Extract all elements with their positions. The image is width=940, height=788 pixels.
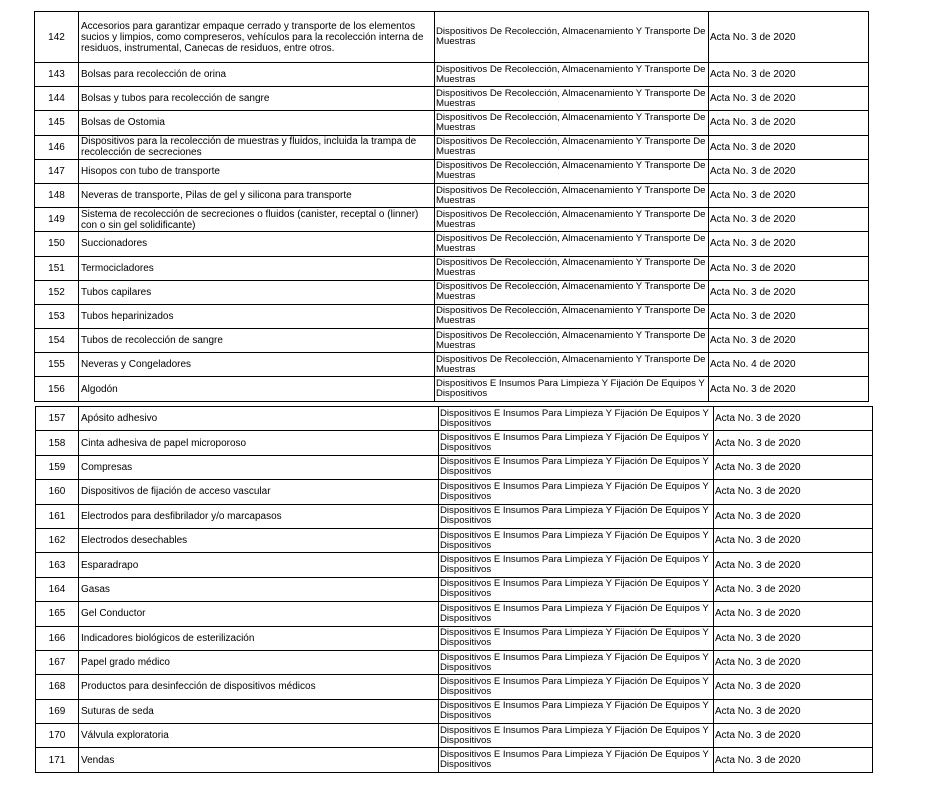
item-category: Dispositivos E Insumos Para Limpieza Y Fijación De Equipos Y Dispositivos xyxy=(439,431,714,455)
table-body xyxy=(35,12,869,402)
item-category: Dispositivos De Recolección, Almacenamiento Y Transporte De Muestras xyxy=(435,280,709,304)
item-description: Bolsas para recolección de orina xyxy=(79,63,435,87)
table-row xyxy=(35,304,869,328)
table-body xyxy=(36,407,873,773)
item-category: Dispositivos De Recolección, Almacenamiento Y Transporte De Muestras xyxy=(435,232,709,256)
item-description: Esparadrapo xyxy=(79,553,439,577)
acta-reference: Acta No. 3 de 2020 xyxy=(709,280,869,304)
acta-reference: Acta No. 3 de 2020 xyxy=(709,111,869,135)
acta-reference: Acta No. 3 de 2020 xyxy=(714,407,873,431)
acta-reference: Acta No. 3 de 2020 xyxy=(709,12,869,63)
item-category: Dispositivos De Recolección, Almacenamiento Y Transporte De Muestras xyxy=(435,329,709,353)
item-description: Compresas xyxy=(79,455,439,479)
acta-reference: Acta No. 3 de 2020 xyxy=(714,724,873,748)
table-row xyxy=(36,455,873,479)
row-number: 169 xyxy=(36,699,79,723)
table-row xyxy=(35,12,869,63)
item-category: Dispositivos E Insumos Para Limpieza Y Fijación De Equipos Y Dispositivos xyxy=(439,724,714,748)
acta-reference: Acta No. 3 de 2020 xyxy=(709,232,869,256)
device-table-upper xyxy=(34,11,869,402)
table-row xyxy=(35,63,869,87)
item-category: Dispositivos E Insumos Para Limpieza Y Fijación De Equipos Y Dispositivos xyxy=(439,602,714,626)
row-number: 154 xyxy=(35,329,79,353)
item-description: Electrodos desechables xyxy=(79,528,439,552)
acta-reference: Acta No. 3 de 2020 xyxy=(709,208,869,232)
item-category: Dispositivos De Recolección, Almacenamiento Y Transporte De Muestras xyxy=(435,183,709,207)
acta-reference: Acta No. 3 de 2020 xyxy=(714,626,873,650)
table-row xyxy=(36,480,873,504)
item-category: Dispositivos De Recolección, Almacenamiento Y Transporte De Muestras xyxy=(435,111,709,135)
item-category: Dispositivos E Insumos Para Limpieza Y Fijación De Equipos Y Dispositivos xyxy=(435,377,709,401)
item-description: Válvula exploratoria xyxy=(79,724,439,748)
acta-reference: Acta No. 3 de 2020 xyxy=(709,304,869,328)
item-category: Dispositivos E Insumos Para Limpieza Y Fijación De Equipos Y Dispositivos xyxy=(439,504,714,528)
table-row xyxy=(36,748,873,772)
table-row xyxy=(36,626,873,650)
item-category: Dispositivos E Insumos Para Limpieza Y Fijación De Equipos Y Dispositivos xyxy=(439,577,714,601)
table-row xyxy=(35,329,869,353)
table-row xyxy=(35,232,869,256)
row-number: 148 xyxy=(35,183,79,207)
item-category: Dispositivos De Recolección, Almacenamiento Y Transporte De Muestras xyxy=(435,135,709,159)
acta-reference: Acta No. 3 de 2020 xyxy=(714,455,873,479)
row-number: 151 xyxy=(35,256,79,280)
item-category: Dispositivos E Insumos Para Limpieza Y Fijación De Equipos Y Dispositivos xyxy=(439,675,714,699)
item-description: Accesorios para garantizar empaque cerrado y transporte de los elementos sucios y limpios, como compreseros, vehículos para la recolección interna de residuos, instrumental, Canecas de residuos, entre otros. xyxy=(79,12,435,63)
row-number: 150 xyxy=(35,232,79,256)
row-number: 167 xyxy=(36,650,79,674)
table-row xyxy=(36,431,873,455)
item-description: Dispositivos para la recolección de muestras y fluidos, incluida la trampa de recolección de secreciones xyxy=(79,135,435,159)
row-number: 155 xyxy=(35,353,79,377)
row-number: 168 xyxy=(36,675,79,699)
item-category: Dispositivos E Insumos Para Limpieza Y Fijación De Equipos Y Dispositivos xyxy=(439,553,714,577)
row-number: 166 xyxy=(36,626,79,650)
table-row xyxy=(36,577,873,601)
acta-reference: Acta No. 3 de 2020 xyxy=(714,602,873,626)
acta-reference: Acta No. 3 de 2020 xyxy=(714,675,873,699)
item-description: Succionadores xyxy=(79,232,435,256)
acta-reference: Acta No. 3 de 2020 xyxy=(714,504,873,528)
table-row xyxy=(36,699,873,723)
item-category: Dispositivos E Insumos Para Limpieza Y Fijación De Equipos Y Dispositivos xyxy=(439,748,714,772)
item-description: Gel Conductor xyxy=(79,602,439,626)
acta-reference: Acta No. 3 de 2020 xyxy=(714,553,873,577)
item-description: Electrodos para desfibrilador y/o marcapasos xyxy=(79,504,439,528)
table-row xyxy=(35,256,869,280)
row-number: 170 xyxy=(36,724,79,748)
item-category: Dispositivos De Recolección, Almacenamiento Y Transporte De Muestras xyxy=(435,256,709,280)
device-table-lower xyxy=(35,406,873,773)
item-description: Bolsas de Ostomia xyxy=(79,111,435,135)
item-description: Bolsas y tubos para recolección de sangre xyxy=(79,87,435,111)
table-row xyxy=(36,724,873,748)
acta-reference: Acta No. 3 de 2020 xyxy=(714,431,873,455)
item-category: Dispositivos De Recolección, Almacenamiento Y Transporte De Muestras xyxy=(435,87,709,111)
table-row xyxy=(36,504,873,528)
row-number: 153 xyxy=(35,304,79,328)
item-description: Papel grado médico xyxy=(79,650,439,674)
acta-reference: Acta No. 3 de 2020 xyxy=(714,528,873,552)
table-row xyxy=(35,159,869,183)
acta-reference: Acta No. 3 de 2020 xyxy=(714,650,873,674)
item-category: Dispositivos E Insumos Para Limpieza Y Fijación De Equipos Y Dispositivos xyxy=(439,699,714,723)
acta-reference: Acta No. 3 de 2020 xyxy=(709,135,869,159)
item-category: Dispositivos De Recolección, Almacenamiento Y Transporte De Muestras xyxy=(435,353,709,377)
item-category: Dispositivos E Insumos Para Limpieza Y Fijación De Equipos Y Dispositivos xyxy=(439,480,714,504)
item-description: Neveras de transporte, Pilas de gel y silicona para transporte xyxy=(79,183,435,207)
table-row xyxy=(36,407,873,431)
item-description: Indicadores biológicos de esterilización xyxy=(79,626,439,650)
row-number: 143 xyxy=(35,63,79,87)
row-number: 171 xyxy=(36,748,79,772)
row-number: 163 xyxy=(36,553,79,577)
item-description: Dispositivos de fijación de acceso vascular xyxy=(79,480,439,504)
row-number: 144 xyxy=(35,87,79,111)
acta-reference: Acta No. 3 de 2020 xyxy=(709,183,869,207)
row-number: 142 xyxy=(35,12,79,63)
item-description: Termocicladores xyxy=(79,256,435,280)
table-row xyxy=(36,650,873,674)
row-number: 165 xyxy=(36,602,79,626)
item-description: Tubos de recolección de sangre xyxy=(79,329,435,353)
table-row xyxy=(35,135,869,159)
acta-reference: Acta No. 3 de 2020 xyxy=(709,87,869,111)
row-number: 157 xyxy=(36,407,79,431)
item-description: Cinta adhesiva de papel microporoso xyxy=(79,431,439,455)
row-number: 156 xyxy=(35,377,79,401)
acta-reference: Acta No. 4 de 2020 xyxy=(709,353,869,377)
item-description: Suturas de seda xyxy=(79,699,439,723)
table-row xyxy=(35,377,869,401)
item-description: Gasas xyxy=(79,577,439,601)
item-category: Dispositivos E Insumos Para Limpieza Y Fijación De Equipos Y Dispositivos xyxy=(439,626,714,650)
row-number: 145 xyxy=(35,111,79,135)
acta-reference: Acta No. 3 de 2020 xyxy=(714,480,873,504)
item-category: Dispositivos E Insumos Para Limpieza Y Fijación De Equipos Y Dispositivos xyxy=(439,407,714,431)
item-description: Vendas xyxy=(79,748,439,772)
row-number: 146 xyxy=(35,135,79,159)
acta-reference: Acta No. 3 de 2020 xyxy=(709,159,869,183)
item-category: Dispositivos De Recolección, Almacenamiento Y Transporte De Muestras xyxy=(435,63,709,87)
acta-reference: Acta No. 3 de 2020 xyxy=(709,63,869,87)
acta-reference: Acta No. 3 de 2020 xyxy=(714,577,873,601)
item-category: Dispositivos E Insumos Para Limpieza Y Fijación De Equipos Y Dispositivos xyxy=(439,650,714,674)
table-row xyxy=(35,280,869,304)
item-description: Tubos capilares xyxy=(79,280,435,304)
acta-reference: Acta No. 3 de 2020 xyxy=(709,377,869,401)
row-number: 162 xyxy=(36,528,79,552)
item-category: Dispositivos De Recolección, Almacenamiento Y Transporte De Muestras xyxy=(435,12,709,63)
item-description: Productos para desinfección de dispositivos médicos xyxy=(79,675,439,699)
item-category: Dispositivos De Recolección, Almacenamiento Y Transporte De Muestras xyxy=(435,159,709,183)
row-number: 161 xyxy=(36,504,79,528)
item-description: Algodón xyxy=(79,377,435,401)
item-description: Apósito adhesivo xyxy=(79,407,439,431)
item-description: Hisopos con tubo de transporte xyxy=(79,159,435,183)
table-row xyxy=(36,553,873,577)
acta-reference: Acta No. 3 de 2020 xyxy=(714,748,873,772)
table-row xyxy=(35,183,869,207)
acta-reference: Acta No. 3 de 2020 xyxy=(709,256,869,280)
item-category: Dispositivos De Recolección, Almacenamiento Y Transporte De Muestras xyxy=(435,304,709,328)
table-row xyxy=(35,111,869,135)
row-number: 159 xyxy=(36,455,79,479)
acta-reference: Acta No. 3 de 2020 xyxy=(714,699,873,723)
item-description: Sistema de recolección de secreciones o fluidos (canister, receptal o (linner) con o sin gel solidificante) xyxy=(79,208,435,232)
row-number: 160 xyxy=(36,480,79,504)
item-category: Dispositivos De Recolección, Almacenamiento Y Transporte De Muestras xyxy=(435,208,709,232)
table-row xyxy=(35,87,869,111)
table-row xyxy=(36,675,873,699)
table-row xyxy=(36,602,873,626)
row-number: 147 xyxy=(35,159,79,183)
row-number: 158 xyxy=(36,431,79,455)
row-number: 164 xyxy=(36,577,79,601)
table-row xyxy=(35,208,869,232)
table-row xyxy=(36,528,873,552)
row-number: 149 xyxy=(35,208,79,232)
row-number: 152 xyxy=(35,280,79,304)
acta-reference: Acta No. 3 de 2020 xyxy=(709,329,869,353)
item-category: Dispositivos E Insumos Para Limpieza Y Fijación De Equipos Y Dispositivos xyxy=(439,455,714,479)
table-row xyxy=(35,353,869,377)
item-description: Neveras y Congeladores xyxy=(79,353,435,377)
item-category: Dispositivos E Insumos Para Limpieza Y Fijación De Equipos Y Dispositivos xyxy=(439,528,714,552)
item-description: Tubos heparinizados xyxy=(79,304,435,328)
